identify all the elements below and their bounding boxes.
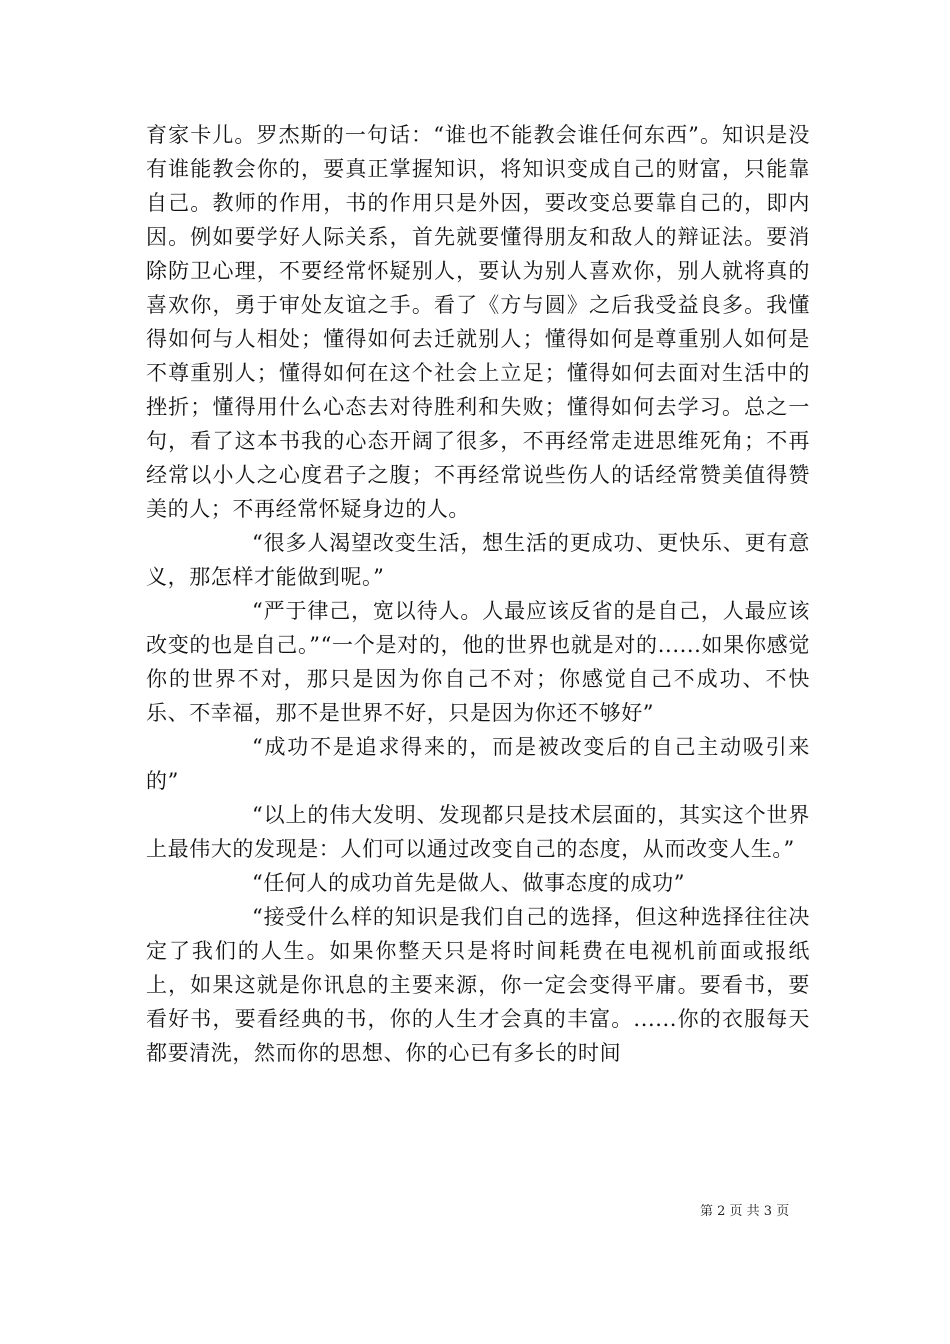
paragraph-3: “严于律己，宽以待人。人最应该反省的是自己，人最应该改变的也是自己。”“一个是对的，他的世界也就是对的......如果你感觉你的世界不对，那只是因为你自己不对；你感觉自己不成功、不快乐、不幸福，那不是世界不好，只是因为你还不够好”: [146, 599, 810, 725]
paragraph-6: “任何人的成功首先是做人、做事态度的成功”: [252, 871, 686, 895]
page-number-footer: 第 2 页 共 3 页: [700, 1204, 790, 1219]
paragraph-4: “成功不是追求得来的，而是被改变后的自己主动吸引来的”: [146, 735, 810, 793]
body-text: [146, 118, 810, 1070]
paragraph-5: “以上的伟大发明、发现都只是技术层面的，其实这个世界上最伟大的发现是：人们可以通过改变自己的态度，从而改变人生。”: [146, 803, 810, 861]
paragraph-7: “接受什么样的知识是我们自己的选择，但这种选择往往决定了我们的人生。如果你整天只是将时间耗费在电视机前面或报纸上，如果这就是你讯息的主要来源，你一定会变得平庸。要看书，要看好书，要看经典的书，你的人生才会真的丰富。......你的衣服每天都要清洗，然而你的思想、你的心已有多长的时间: [146, 905, 810, 1065]
paragraph-2: “很多人渴望改变生活，想生活的更成功、更快乐、更有意义，那怎样才能做到呢。”: [146, 531, 810, 589]
paragraph-1: 育家卡儿。罗杰斯的一句话：“谁也不能教会谁任何东西”。知识是没有谁能教会你的，要真正掌握知识，将知识变成自己的财富，只能靠自己。教师的作用，书的作用只是外因，要改变总要靠自己的，即内因。例如要学好人际关系，首先就要懂得朋友和敌人的辩证法。要消除防卫心理，不要经常怀疑别人，要认为别人喜欢你，别人就将真的喜欢你，勇于审处友谊之手。看了《方与圆》之后我受益良多。我懂得如何与人相处；懂得如何去迁就别人；懂得如何是尊重别人如何是不尊重别人；懂得如何在这个社会上立足；懂得如何去面对生活中的挫折；懂得用什么心态去对待胜利和失败；懂得如何去学习。总之一句，看了这本书我的心态开阔了很多，不再经常走进思维死角；不再经常以小人之心度君子之腹；不再经常说些伤人的话经常赞美值得赞美的人；不再经常怀疑身边的人。: [146, 123, 810, 521]
